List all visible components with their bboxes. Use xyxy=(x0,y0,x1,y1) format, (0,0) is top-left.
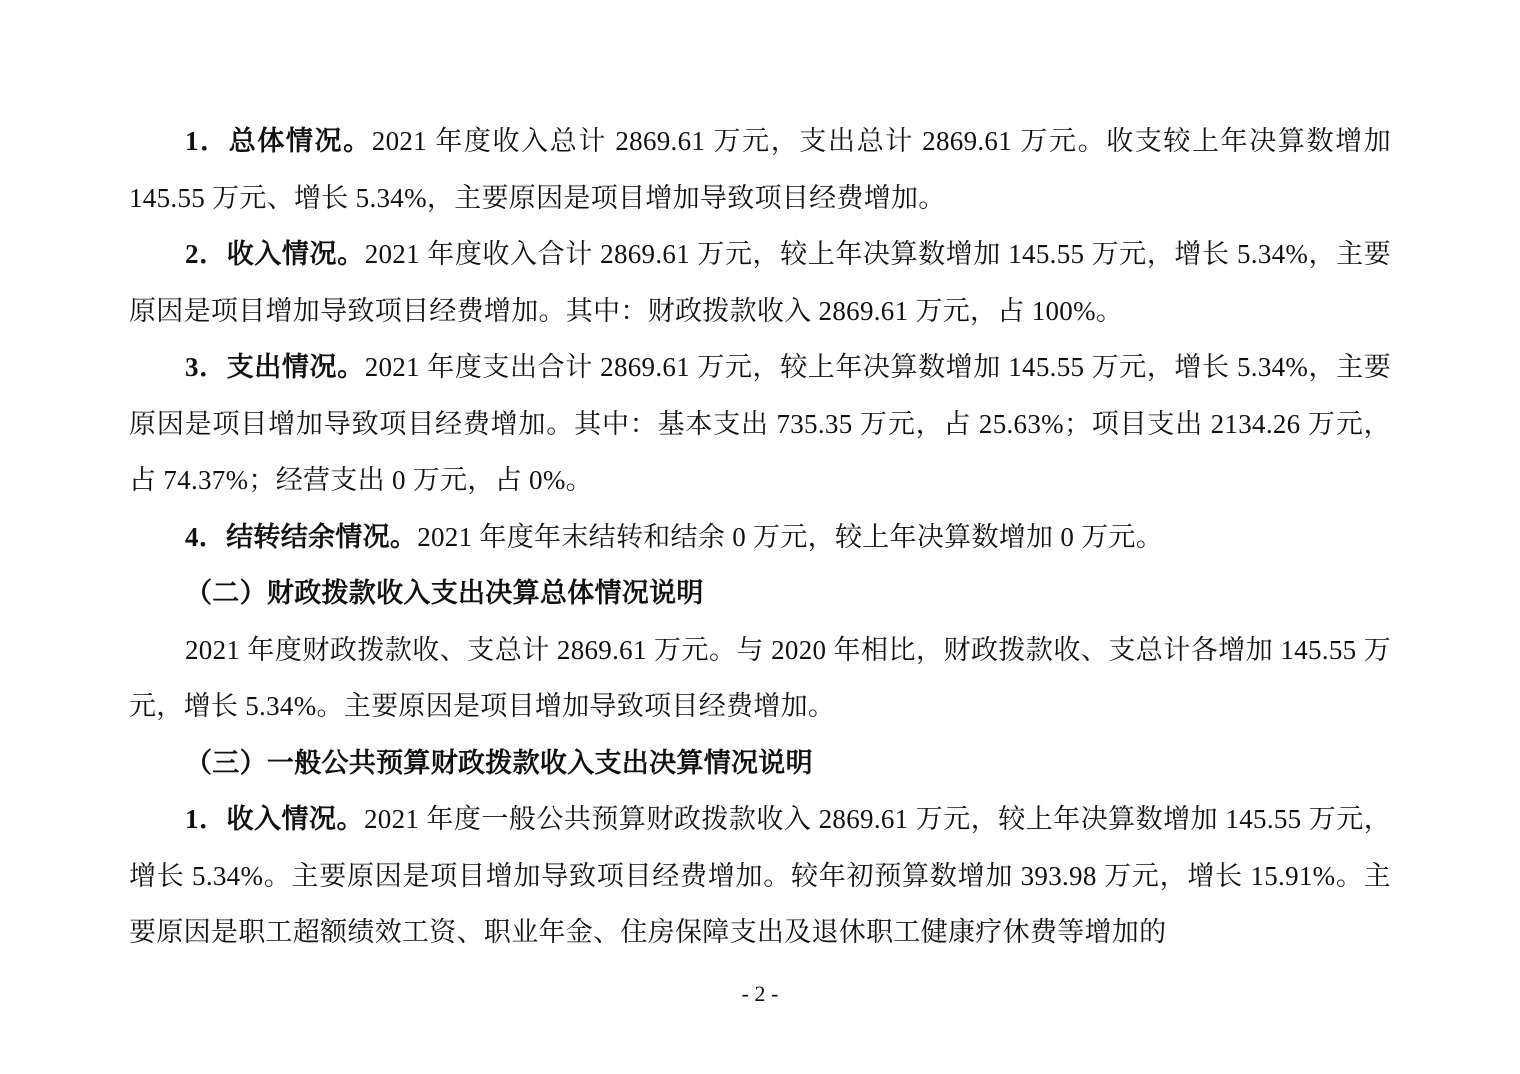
paragraph-fiscal-overall: 2021 年度财政拨款收、支总计 2869.61 万元。与 2020 年相比，财政拨款收、支总计各增加 145.55 万元，增长 5.34%。主要原因是项目增加导致项目经费增加。 xyxy=(129,634,1391,721)
paragraph-text: 2021 年度一般公共预算财政拨款收入 2869.61 万元，较上年决算数增加 145.55 万元，增长 5.34%。主要原因是项目增加导致项目经费增加。较年初预算数增加 393.98 万元，增长 15.91%。主要原因是职工超额绩效工资、职业年金、住房保障支出及退休职工健康疗休费等增加的 xyxy=(129,804,1392,947)
paragraph-lead: 2．收入情况。 xyxy=(185,239,365,269)
paragraph-general-budget-income xyxy=(129,791,1391,961)
paragraph-lead: 3．支出情况。 xyxy=(185,352,365,382)
paragraph-text: 2021 年度年末结转和结余 0 万元，较上年决算数增加 0 万元。 xyxy=(417,521,1164,552)
document-body xyxy=(129,113,1391,961)
paragraph-lead: 1．总体情况。 xyxy=(185,126,372,156)
paragraph-carryover xyxy=(129,509,1391,566)
paragraph-lead: 4．结转结余情况。 xyxy=(185,521,418,552)
paragraph-text: 2021 年度收入合计 2869.61 万元，较上年决算数增加 145.55 万元，增长 5.34%，主要原因是项目增加导致项目经费增加。其中：财政拨款收入 2869.61 万元，占 100%。 xyxy=(129,239,1392,326)
section-heading-fiscal-overall: （二）财政拨款收入支出决算总体情况说明 xyxy=(185,578,704,608)
paragraph-lead: 1．收入情况。 xyxy=(185,804,364,834)
paragraph-text: 2021 年度支出合计 2869.61 万元，较上年决算数增加 145.55 万元，增长 5.34%，主要原因是项目增加导致项目经费增加。其中：基本支出 735.35 万元，占 25.63%；项目支出 2134.26 万元，占 74.37%；经营支出 0 万元，占 0%。 xyxy=(129,352,1392,495)
page-number: - 2 - xyxy=(741,981,779,1006)
paragraph-overall xyxy=(129,113,1391,226)
paragraph-text: 2021 年度收入总计 2869.61 万元，支出总计 2869.61 万元。收支较上年决算数增加 145.55 万元、增长 5.34%，主要原因是项目增加导致项目经费增加。 xyxy=(129,126,1391,213)
section-heading-general-budget: （三）一般公共预算财政拨款收入支出决算情况说明 xyxy=(185,747,813,778)
paragraph-income xyxy=(129,226,1391,339)
paragraph-expenditure xyxy=(129,339,1391,509)
